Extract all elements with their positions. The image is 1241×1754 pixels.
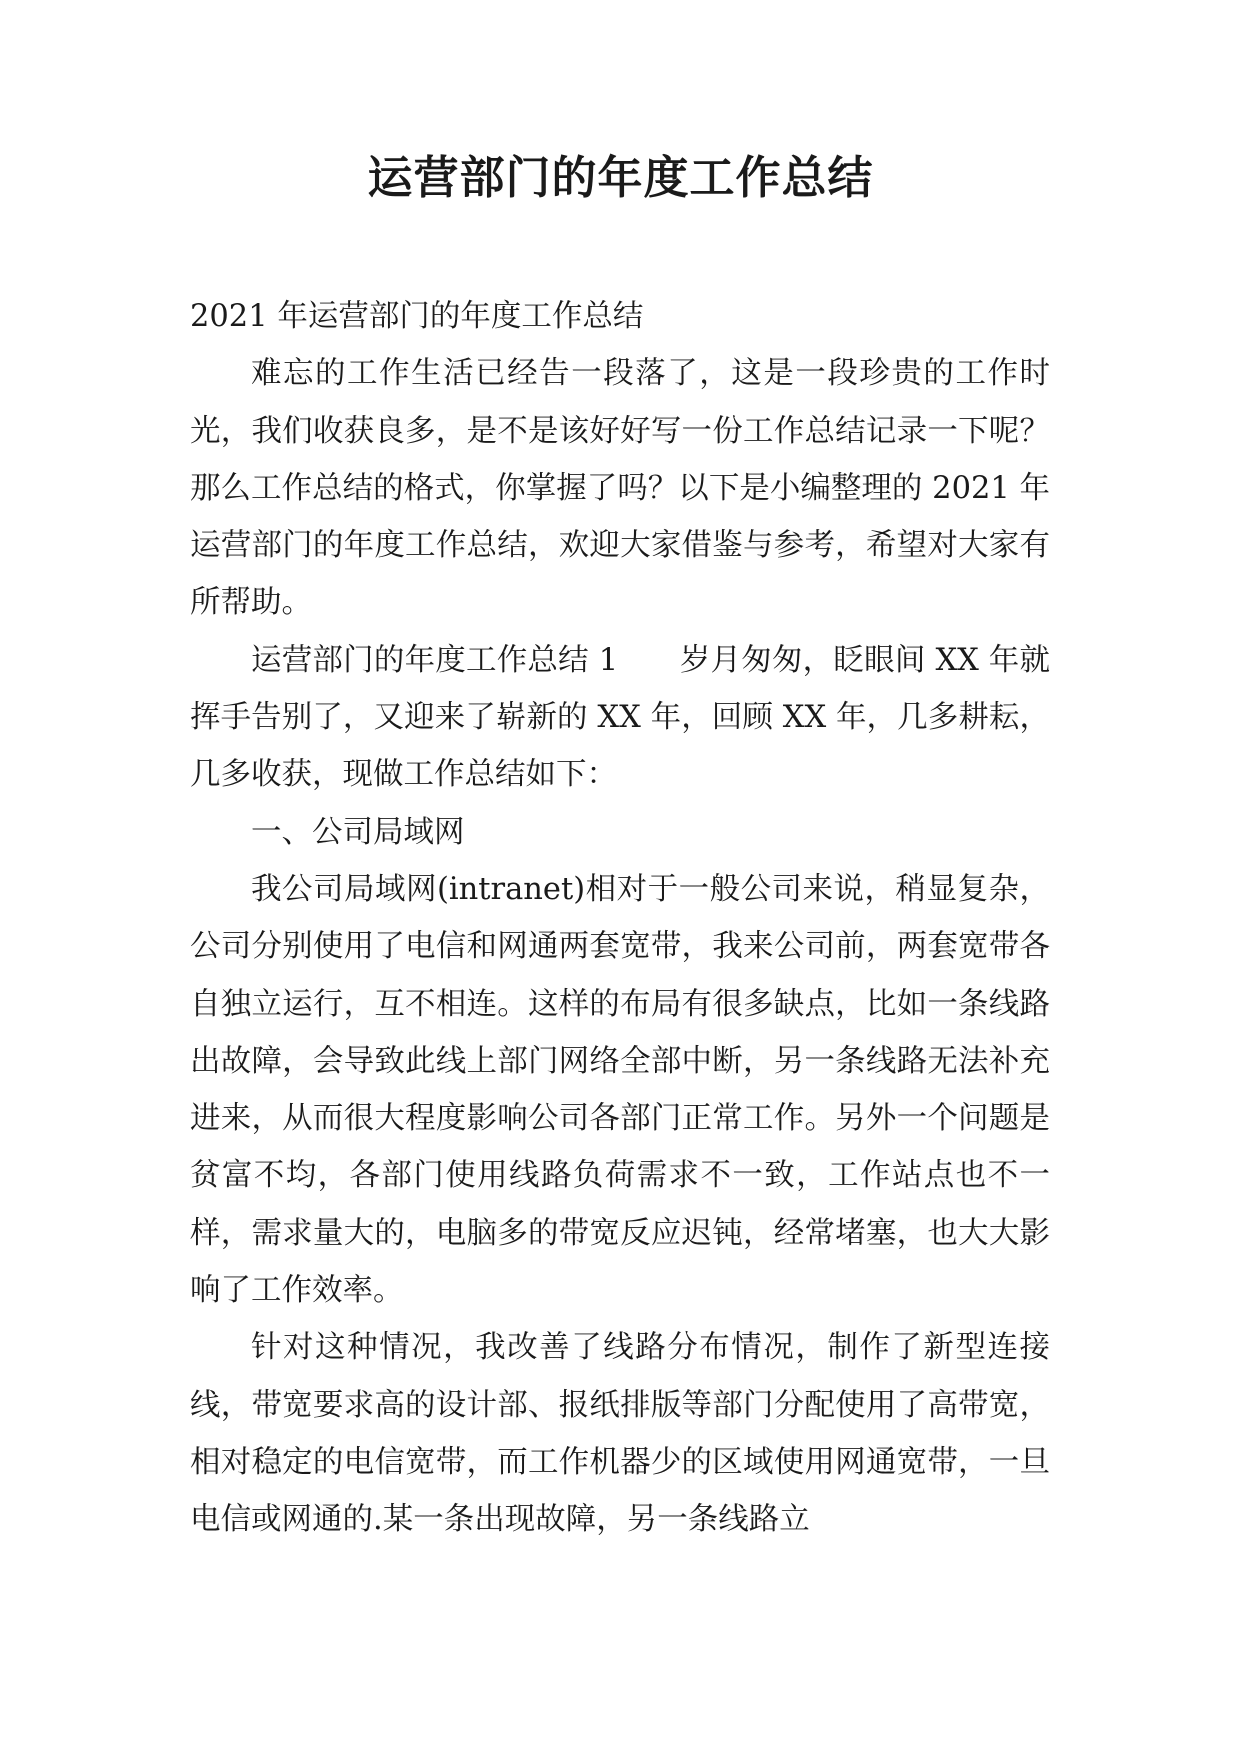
- paragraph-lan-problem: 我公司局域网(intranet)相对于一般公司来说，稍显复杂，公司分别使用了电信和网通两套宽带，我来公司前，两套宽带各自独立运行，互不相连。这样的布局有很多缺点，比如一条线路出故障，会导致此线上部门网络全部中断，另一条线路无法补充进来，从而很大程度影响公司各部门正常工作。另外一个问题是贫富不均，各部门使用线路负荷需求不一致，工作站点也不一样，需求量大的，电脑多的带宽反应迟钝，经常堵塞，也大大影响了工作效率。: [190, 871, 1050, 1309]
- paragraph-summary-1: 运营部门的年度工作总结 1 岁月匆匆，眨眼间 XX 年就挥手告别了，又迎来了崭新的 XX 年，回顾 XX 年，几多耕耘，几多收获，现做工作总结如下：: [190, 642, 1050, 793]
- paragraph-intro: 难忘的工作生活已经告一段落了，这是一段珍贵的工作时光，我们收获良多，是不是该好好写一份工作总结记录一下呢？那么工作总结的格式，你掌握了吗？以下是小编整理的 2021 年运营部门的年度工作总结，欢迎大家借鉴与参考，希望对大家有所帮助。: [190, 356, 1050, 621]
- paragraph-lan-solution: 针对这种情况，我改善了线路分布情况，制作了新型连接线，带宽要求高的设计部、报纸排版等部门分配使用了高带宽，相对稳定的电信宽带，而工作机器少的区域使用网通宽带，一旦电信或网通的.某一条出现故障，另一条线路立: [190, 1330, 1050, 1538]
- document-title: 运营部门的年度工作总结: [367, 151, 874, 204]
- document-body: [190, 288, 1050, 1549]
- document-subtitle: 2021 年运营部门的年度工作总结: [190, 299, 644, 334]
- section-heading-lan: 一、公司局域网: [251, 814, 465, 850]
